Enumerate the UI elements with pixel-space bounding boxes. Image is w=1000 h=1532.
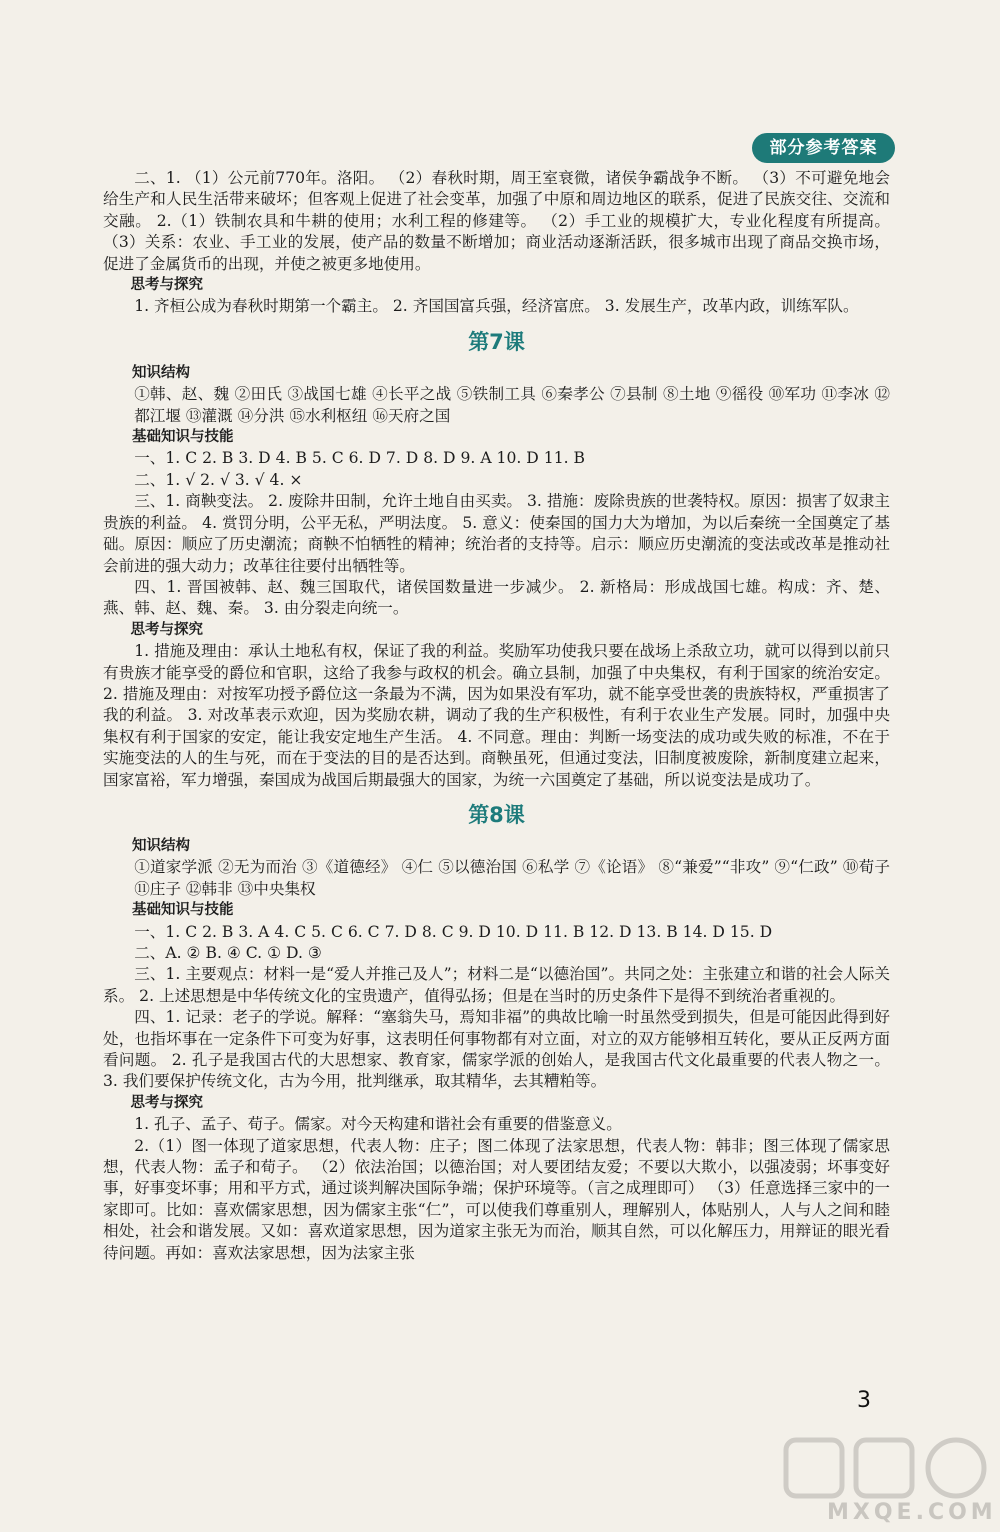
watermark-site: MXQE.COM: [827, 1500, 997, 1525]
subheading-think-explore: 思考与探究: [130, 621, 204, 638]
paragraph-lesson7-part4: 四、1. 晋国被韩、赵、魏三国取代，诸侯国数量进一步减少。 2. 新格局：形成战国七雄。构成：齐、楚、燕、韩、赵、魏、秦。 3. 由分裂走向统一。: [103, 577, 890, 618]
paragraph-lesson7-judge: 二、1. √ 2. √ 3. √ 4. ×: [134, 470, 303, 489]
subheading-basic-skills: 基础知识与技能: [132, 429, 234, 446]
lesson-7-title: 第7课: [468, 329, 525, 354]
subheading-knowledge-structure: 知识结构: [132, 364, 190, 381]
paragraph-lesson8-choice: 一、1. C 2. B 3. A 4. C 5. C 6. C 7. D 8. C 9. D 10. D 11. B 12. D 13. B 14. D 15. D: [134, 922, 773, 941]
subheading-knowledge-structure: 知识结构: [132, 837, 190, 854]
paragraph-lesson8-part4: 四、1. 记录：老子的学说。解释：“塞翁失马，焉知非福”的典故比喻一时虽然受到损失，但是可能因此得到好处，也指坏事在一定条件下可变为好事，这表明任何事物都有对立面，对立的双方能够相互转化，要从正反两方面看问题。 2. 孔子是我国古代的大思想家、教育家，儒家学派的创始人，是我国古代文化最重要的代表人物之一。 3. 我们要保护传统文化，古为今用，批判继承，取其精华，去其糟粕等。: [103, 1008, 890, 1091]
paragraph-lesson7-think: 1. 措施及理由：承认土地私有权，保证了我的利益。奖励军功使我只要在战场上杀敌立功，就可以得到以前只有贵族才能享受的爵位和官职，这给了我参与政权的机会。确立县制，加强了中央集权，有利于国家的统治安定。 2. 措施及理由：对按军功授予爵位这一条最为不满，因为如果没有军功，就不能享受世袭的贵族特权，严重损害了我的利益。 3. 对改革表示欢迎，因为奖励农耕，调动了我的生产积极性，有利于农业生产发展。同时，加强中央集权有利于国家的安定，能让我安定地生产生活。 4. 不同意。理由：判断一场变法的成功或失败的标准，不在于实施变法的人的生与死，而在于变法的目的是否达到。商鞅虽死，但通过变法，旧制度被废除，新制度建立起来，国家富裕，军力增强，秦国成为战国后期最强大的国家，为统一六国奠定了基础，所以说变法是成功了。: [103, 642, 890, 789]
subheading-basic-skills: 基础知识与技能: [132, 902, 234, 919]
page-number: 3: [857, 1388, 871, 1413]
answer-content: [103, 168, 890, 1264]
paragraph-lesson8-think-1: 1. 孔子、孟子、荀子。儒家。对今天构建和谐社会有重要的借鉴意义。: [134, 1115, 622, 1134]
paragraph-lesson6-part2: 二、1. （1）公元前770年。洛阳。 （2）春秋时期，周王室衰微，诸侯争霸战争不断。 （3）不可避免地会给生产和人民生活带来破坏；但客观上促进了社会变革，加强了中原和周边地区的联系，促进了民族交往、交流和交融。 2.（1）铁制农具和牛耕的使用；水利工程的修建等。 （2）手工业的规模扩大，专业化程度有所提高。 （3）关系：农业、手工业的发展，使产品的数量不断增加；商业活动逐渐活跃，很多城市出现了商品交换市场，促进了金属货币的出现，并使之被更多地使用。: [103, 169, 890, 273]
lesson-8-title: 第8课: [468, 802, 525, 827]
paragraph-lesson8-structure: ①道家学派 ②无为而治 ③《道德经》 ④仁 ⑤以德治国 ⑥私学 ⑦《论语》 ⑧“兼爱”“非攻” ⑨“仁政” ⑩荀子 ⑪庄子 ⑫韩非 ⑬中央集权: [134, 858, 890, 898]
subheading-think-explore: 思考与探究: [130, 277, 204, 294]
paragraph-lesson8-match: 二、A. ② B. ④ C. ① D. ③: [134, 944, 322, 962]
subheading-think-explore: 思考与探究: [130, 1094, 204, 1111]
paragraph-lesson7-structure: ①韩、赵、魏 ②田氏 ③战国七雄 ④长平之战 ⑤铁制工具 ⑥秦孝公 ⑦县制 ⑧土地 ⑨徭役 ⑩军功 ⑪李冰 ⑫都江堰 ⑬灌溉 ⑭分洪 ⑮水利枢纽 ⑯天府之国: [134, 385, 890, 425]
paragraph-lesson8-think-2: 2.（1）图一体现了道家思想，代表人物：庄子；图二体现了法家思想，代表人物：韩非；图三体现了儒家思想，代表人物：孟子和荀子。 （2）依法治国；以德治国；对人要团结友爱；不要以大欺小，以强凌弱；坏事变好事，好事变坏事；用和平方式，通过谈判解决国际争端；保护环境等。（言之成理即可） （3）任意选择三家中的一家即可。比如：喜欢儒家思想，因为儒家主张“仁”，可以使我们尊重别人，理解别人，体贴别人，人与人之间和睦相处，社会和谐发展。又如：喜欢道家思想，因为道家主张无为而治，顺其自然，可以化解压力，用辩证的眼光看待问题。再如：喜欢法家思想，因为法家主张: [103, 1136, 890, 1262]
paragraph-lesson8-part3: 三、1. 主要观点：材料一是“爱人并推己及人”；材料二是“以德治国”。共同之处：主张建立和谐的社会人际关系。 2. 上述思想是中华传统文化的宝贵遗产，值得弘扬；但是在当时的历史条件下是得不到统治者重视的。: [103, 965, 890, 1005]
paragraph-lesson6-think: 1. 齐桓公成为春秋时期第一个霸主。 2. 齐国国富兵强，经济富庶。 3. 发展生产，改革内政，训练军队。: [134, 297, 859, 316]
paragraph-lesson7-part3: 三、1. 商鞅变法。 2. 废除井田制，允许土地自由买卖。 3. 措施：废除贵族的世袭特权。原因：损害了奴隶主贵族的利益。 4. 赏罚分明，公平无私，严明法度。 5. 意义：使秦国的国力大为增加，为以后秦统一全国奠定了基础。原因：顺应了历史潮流；商鞅不怕牺牲的精神；统治者的支持等。启示：顺应历史潮流的变法或改革是推动社会前进的强大动力；改革往往要付出牺牲等。: [103, 492, 890, 575]
paragraph-lesson7-choice: 一、1. C 2. B 3. D 4. B 5. C 6. D 7. D 8. D 9. A 10. D 11. B: [134, 449, 585, 468]
section-badge: 部分参考答案: [752, 133, 895, 163]
